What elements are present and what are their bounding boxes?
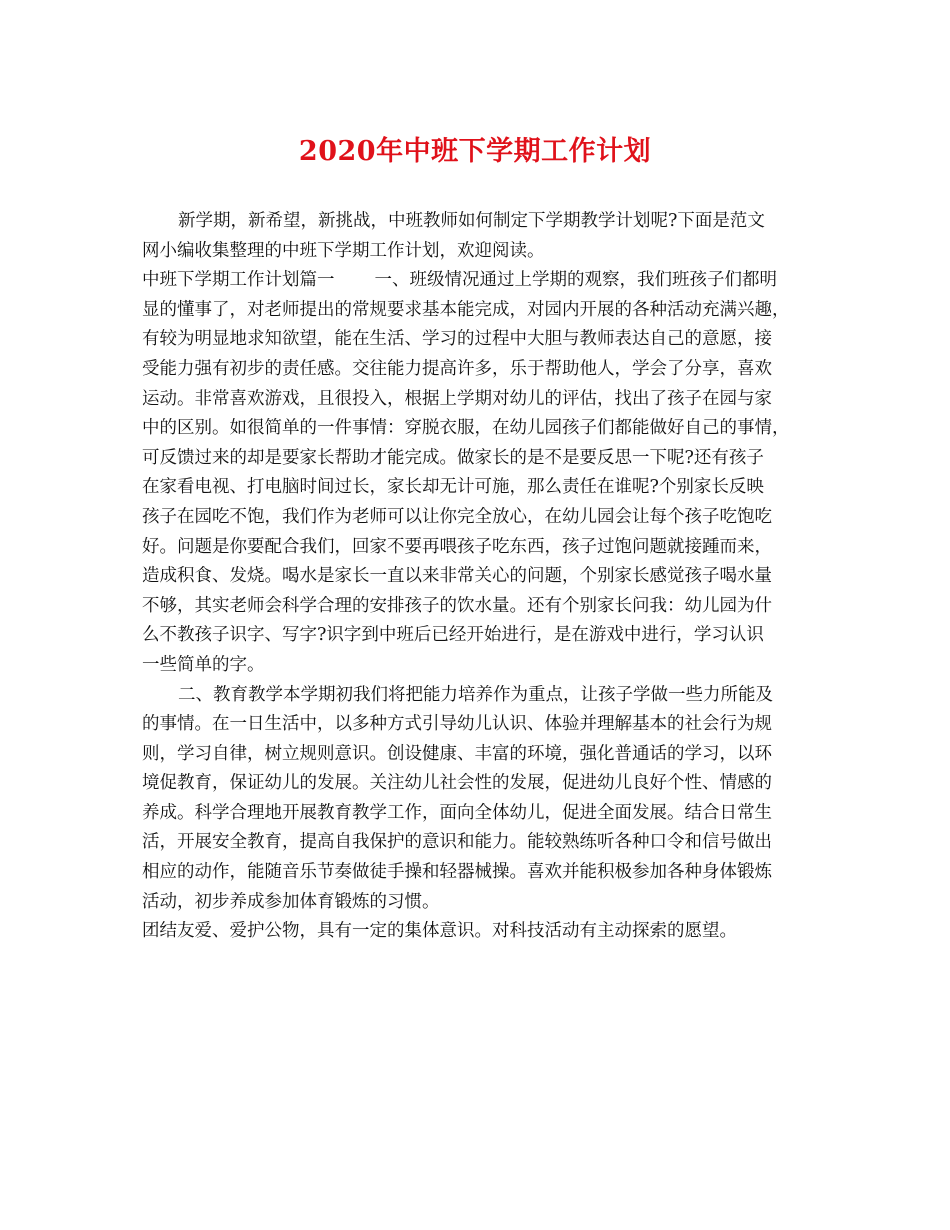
paragraph-line: 养成。科学合理地开展教育教学工作，面向全体幼儿，促进全面发展。结合日常生 xyxy=(142,802,772,823)
paragraph-line: 运动。非常喜欢游戏，且很投入，根据上学期对幼儿的评估，找出了孩子在园与家 xyxy=(142,388,772,409)
paragraph-line: 有较为明显地求知欲望，能在生活、学习的过程中大胆与教师表达自己的意愿，接 xyxy=(142,329,772,350)
paragraph-line: 一些简单的字。 xyxy=(142,654,265,675)
paragraph-line: 新学期，新希望，新挑战，中班教师如何制定下学期教学计划呢?下面是范文 xyxy=(178,211,765,231)
paragraph-line: 中的区别。如很简单的一件事情：穿脱衣服，在幼儿园孩子们都能做好自己的事情， xyxy=(142,418,790,439)
paragraph-line: 二、教育教学本学期初我们将把能力培养作为重点，让孩子学做一些力所能及 xyxy=(178,684,773,705)
paragraph-line xyxy=(142,947,808,977)
paragraph-line: 孩子在园吃不饱，我们作为老师可以让你完全放心，在幼儿园会让每个孩子吃饱吃 xyxy=(142,506,772,527)
paragraph-line: 造成积食、发烧。喝水是家长一直以来非常关心的问题，个别家长感觉孩子喝水量 xyxy=(142,566,772,587)
paragraph-line: 在家看电视、打电脑时间过长，家长却无计可施，那么责任在谁呢?个别家长反映 xyxy=(142,477,764,498)
paragraph-line: 么不教孩子识字、写字?识字到中班后已经开始进行，是在游戏中进行，学习认识 xyxy=(142,625,764,646)
paragraph-line: 好。问题是你要配合我们，回家不要再喂孩子吃东西，孩子过饱问题就接踵而来， xyxy=(142,536,772,557)
paragraph-line: 的事情。在一日生活中，以多种方式引导幼儿认识、体验并理解基本的社会行为规 xyxy=(142,714,772,735)
section-heading-line xyxy=(142,266,808,296)
document-body xyxy=(142,207,808,976)
paragraph-line: 活，开展安全教育，提高自我保护的意识和能力。能较熟练听各种口令和信号做出 xyxy=(142,832,772,853)
section-heading: 中班下学期工作计划篇一 xyxy=(142,270,335,291)
paragraph-line: 则，学习自律，树立规则意识。创设健康、丰富的环境，强化普通话的学习，以环 xyxy=(142,743,772,764)
document-title: 2020年中班下学期工作计划 xyxy=(298,136,652,167)
paragraph-line: 网小编收集整理的中班下学期工作计划，欢迎阅读。 xyxy=(142,240,545,261)
paragraph-line: 显的懂事了，对老师提出的常规要求基本能完成，对园内开展的各种活动充满兴趣， xyxy=(142,299,790,320)
paragraph-line: 团结友爱、爱护公物，具有一定的集体意识。对科技活动有主动探索的愿望。 xyxy=(142,921,737,942)
paragraph-line: 活动，初步养成参加体育锻炼的习惯。 xyxy=(142,891,440,912)
paragraph-line: 受能力强有初步的责任感。交往能力提高许多，乐于帮助他人，学会了分享，喜欢 xyxy=(142,358,772,379)
paragraph-line: 可反馈过来的却是要家长帮助才能完成。做家长的是不是要反思一下呢?还有孩子 xyxy=(142,447,764,468)
paragraph-line: 境促教育，保证幼儿的发展。关注幼儿社会性的发展，促进幼儿良好个性、情感的 xyxy=(142,773,772,794)
paragraph-line: 不够，其实老师会科学合理的安排孩子的饮水量。还有个别家长问我：幼儿园为什 xyxy=(142,595,772,616)
paragraph-line: 相应的动作，能随音乐节奏做徒手操和轻器械操。喜欢并能积极参加各种身体锻炼 xyxy=(142,862,772,883)
paragraph-text: 一、班级情况通过上学期的观察，我们班孩子们都明 xyxy=(374,270,777,291)
